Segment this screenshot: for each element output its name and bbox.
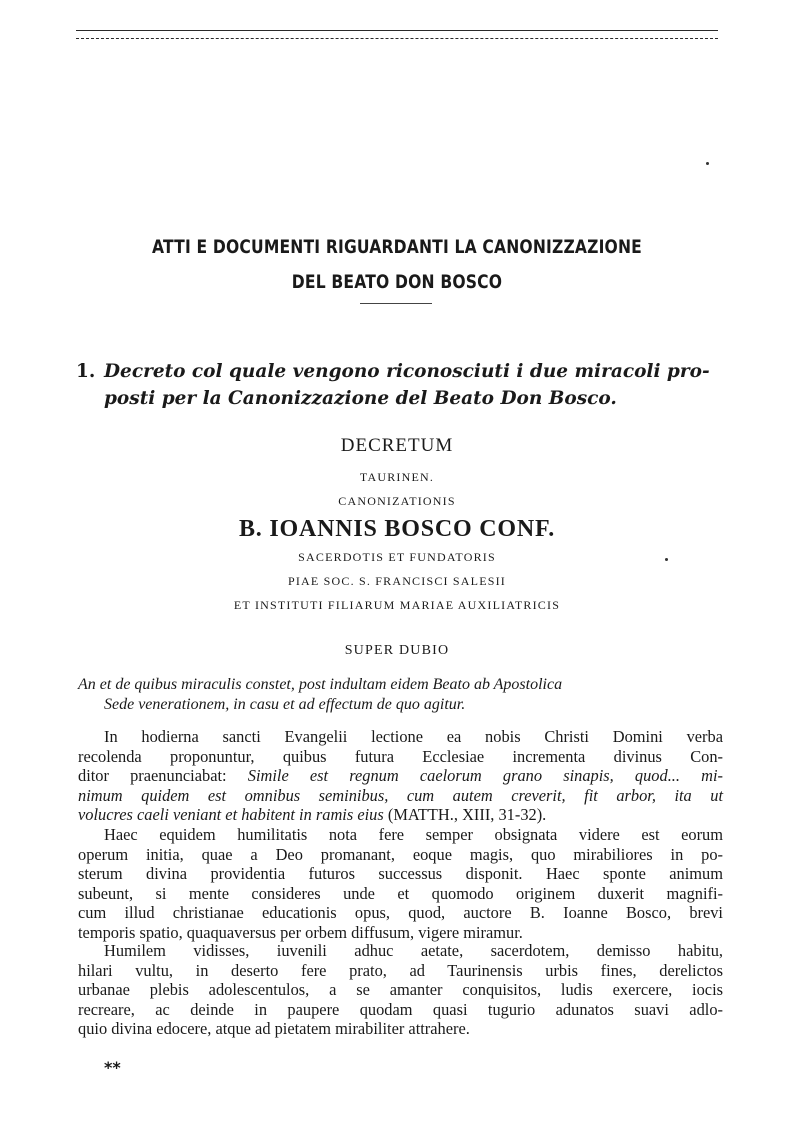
- decree-saint-name: B. IOANNIS BOSCO CONF.: [238, 516, 556, 542]
- section-number: 1.: [76, 361, 96, 382]
- decree-diocese: TAURINEN.: [359, 470, 435, 484]
- scripture-reference: (MATTH., XIII, 31-32).: [387, 805, 547, 824]
- paragraph-2-line-3: sterum divina providentia futuros successus disponit. Haec sponte animum: [78, 864, 723, 883]
- top-rule: [76, 30, 718, 31]
- print-speck: [706, 162, 709, 165]
- paragraph-1: [78, 727, 723, 825]
- print-speck: [665, 558, 668, 561]
- paragraph-1-line-3: [78, 766, 723, 786]
- paragraph-2-line-1: Haec equidem humilitatis nota fere semper obsignata videre est eorum: [104, 825, 723, 844]
- dubium-question: [78, 675, 723, 715]
- paragraph-2: [78, 825, 723, 942]
- paragraph-1-line-3-a: ditor praenunciabat:: [78, 766, 227, 785]
- paragraph-1-line-5: [78, 805, 723, 825]
- decree-sacerdotis-line: SACERDOTIS ET FUNDATORIS: [298, 550, 496, 564]
- title-divider: [360, 303, 432, 304]
- paragraph-2-line-4: subeunt, si mente consideres unde et quomodo originem duxerit magnifi-: [78, 883, 723, 903]
- section-heading-line-1: Decreto col quale vengono riconosciuti i due miracoli pro-: [104, 361, 710, 382]
- decree-piae-line: PIAE SOC. S. FRANCISCI SALESII: [287, 574, 507, 588]
- scripture-quote-end: volucres caeli veniant et habitent in ramis eius: [78, 805, 384, 824]
- scripture-quote-line: nimum quidem est omnibus seminibus, cum autem creverit, fit arbor, ita ut: [78, 785, 723, 805]
- title-line-1: ATTI E DOCUMENTI RIGUARDANTI LA CANONIZZAZIONE: [152, 236, 642, 258]
- paragraph-3-line-2: hilari vultu, in deserto fere prato, ad Taurinensis urbis fines, derelictos: [78, 960, 723, 980]
- top-rule-dashed: [76, 38, 718, 39]
- section-heading: [76, 358, 726, 412]
- signature-mark: **: [104, 1058, 121, 1077]
- paragraph-2-line-5: cum illud christianae educationis opus, quod, auctore B. Ioanne Bosco, brevi: [78, 903, 723, 922]
- paragraph-3-line-5: quio divina edocere, atque ad pietatem mirabiliter attrahere.: [78, 1019, 470, 1038]
- dubium-line-2: Sede venerationem, in casu et ad effectum de quo agitur.: [104, 696, 466, 713]
- paragraph-2-line-2: operum initia, quae a Deo promanant, eoque magis, quo mirabiliores in po-: [78, 844, 723, 864]
- decree-instituti-line: ET INSTITUTI FILIARUM MARIAE AUXILIATRICIS: [233, 598, 561, 612]
- section-heading-line-2: posti per la Canonizzazione del Beato Don Bosco.: [104, 388, 617, 409]
- decree-canonizationis: CANONIZATIONIS: [338, 494, 456, 508]
- scripture-quote-start: Simile est regnum caelorum grano sinapis, quod... mi-: [247, 766, 723, 785]
- paragraph-1-line-2: recolenda proponuntur, quibus futura Ecclesiae incrementa divinus Con-: [78, 746, 723, 766]
- title-line-2: DEL BEATO DON BOSCO: [291, 271, 503, 293]
- paragraph-3-line-4: recreare, ac deinde in paupere quodam quasi tugurio adunatos suavi adlo-: [78, 999, 723, 1019]
- paragraph-1-line-1: In hodierna sancti Evangelii lectione ea nobis Christi Domini verba: [104, 727, 723, 746]
- page-title: [134, 230, 660, 300]
- decree-heading: DECRETUM: [340, 435, 454, 456]
- paragraph-2-line-6: temporis spatio, quaquaversus per orbem diffusum, vigere miramur.: [78, 922, 523, 942]
- super-dubio: SUPER DUBIO: [344, 643, 450, 658]
- paragraph-3-line-1: Humilem vidisses, iuvenili adhuc aetate, sacerdotem, demisso habitu,: [104, 941, 723, 960]
- paragraph-3-line-3: urbanae plebis adolescentulos, a se amanter conquisitos, ludis exercere, iocis: [78, 980, 723, 999]
- dubium-line-1: An et de quibus miraculis constet, post indultam eidem Beato ab Apostolica: [78, 676, 563, 693]
- paragraph-3: [78, 941, 723, 1039]
